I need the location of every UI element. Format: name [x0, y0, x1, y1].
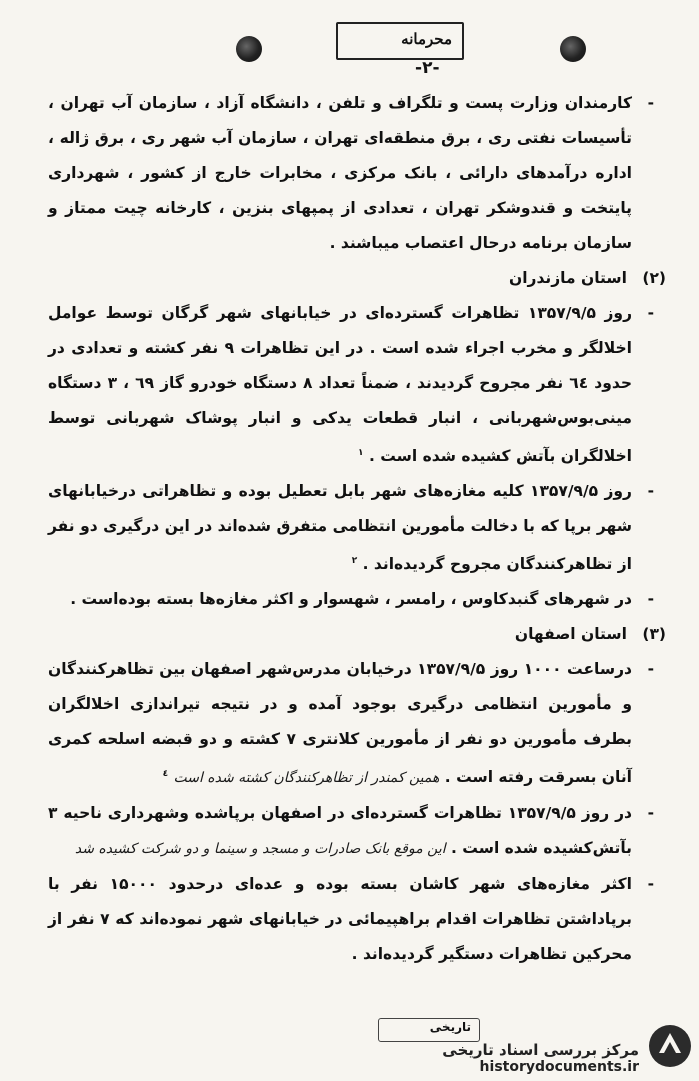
section-title: استان اصفهان [514, 625, 627, 644]
bullet-dash: - [647, 875, 654, 894]
list-item [48, 652, 654, 796]
footnote-marker: ١ [358, 448, 364, 458]
handwritten-annotation: این موقع بانک صادرات و مسجد و سینما و دو شرکت کشیده شد [74, 841, 446, 858]
list-item [48, 867, 654, 972]
item-text: روز ۱۳۵۷/۹/۵ کلیه مغازه‌های شهر بابل تعطیل بوده و تظاهراتی درخیابانهای شهر برپا که با دخالت مأمورین انتظامی متفرق شده‌اند در این درگیری دو نفر از تظاهرکنندگان مجروح گردیده‌اند . [48, 482, 632, 574]
section-title: استان مازندران [509, 269, 627, 287]
list-item [48, 474, 654, 582]
bullet-dash: - [647, 482, 654, 501]
item-text: کارمندان وزارت پست و تلگراف و تلفن ، دانشگاه آزاد ، سازمان آب تهران ، تأسیسات نفتی ری ، برق منطقه‌ای تهران ، سازمان آب شهر ری ، برق ژاله ، اداره درآمدهای دارائی ، بانک مرکزی ، مخابرات خارج از کشور ، شهرداری پایتخت و قندوشکر تهران ، تعدادی از پمپهای بنزین ، کارخانه چیت ممتاز و سازمان برنامه درحال اعتصاب میباشند . [48, 94, 632, 252]
item-text: اکثر مغازه‌های شهر کاشان بسته بوده و عده‌ای درحدود ۱۵۰۰۰ نفر با برپاداشتن تظاهرات اقدام براهپیمائی در خیابانهای شهر نموده‌اند که ۷ نفر از محرکین تظاهرات دستگیر گردیده‌اند . [48, 875, 632, 964]
punch-hole-icon [236, 36, 262, 62]
item-text: در روز ۱۳۵۷/۹/۵ تظاهرات گسترده‌ای در اصفهان برپاشده وشهرداری ناحیه ۳ بآتش‌کشیده شده است . [48, 804, 632, 858]
bullet-dash: - [647, 94, 654, 112]
list-item [48, 582, 654, 617]
archive-logo-icon [647, 1023, 693, 1069]
page-number: -٢- [415, 58, 440, 78]
item-text: در شهرهای گنبدکاوس ، رامسر ، شهسوار و اکثر مغازه‌ها بسته بوده‌است . [70, 590, 632, 609]
section-number: (٢) [642, 269, 666, 287]
watermark-url[interactable]: historydocuments.ir [479, 1059, 639, 1075]
list-item [48, 796, 654, 867]
punch-hole-icon [560, 36, 586, 62]
bullet-dash: - [647, 804, 654, 823]
footnote-marker: ٤ [162, 769, 169, 780]
footer-stamp [378, 1018, 480, 1042]
watermark-title: مرکز بررسی اسناد تاریخی [442, 1041, 639, 1059]
item-text: روز ۱۳۵۷/۹/۵ تظاهرات گسترده‌ای در خیابانهای شهر گرگان توسط عوامل اخلالگر و مخرب اجراء شده است . در این تظاهرات ۹ نفر کشته و تعدادی در حدود ٦٤ نفر مجروح گردیدند ، ضمناً تعداد ۸ دستگاه خودرو گاز ٦٩ ، ۳ دستگاه مینی‌بوس‌شهربانی ، انبار قطعات یدکی و انبار پوشاک شهربانی توسط اخلالگران بآتش کشیده شده است . [48, 304, 632, 466]
classification-stamp-text: محرمانه [401, 30, 452, 48]
footnote-marker: ٢ [351, 556, 358, 567]
section-heading [48, 261, 666, 296]
classification-stamp [336, 22, 464, 60]
item-text: درساعت ۱۰۰۰ روز ۱۳۵۷/۹/۵ درخیابان مدرس‌شهر اصفهان بین تظاهرکنندگان و مأمورین انتظامی درگیری بوجود آمده و در نتیجه تیراندازی اخلالگران بطرف مأمورین دو نفر از مأمورین کلانتری ۷ کشته و دو قبضه اسلحه کمری آنان بسرقت رفته است . [48, 660, 632, 787]
bullet-dash: - [647, 304, 654, 322]
bullet-dash: - [647, 660, 654, 679]
list-item [48, 296, 654, 474]
section-heading [48, 617, 666, 652]
list-item [48, 86, 654, 261]
watermark[interactable] [442, 1041, 639, 1075]
footer-stamp-text: تاریخی [429, 1020, 471, 1034]
document-body [48, 86, 666, 972]
handwritten-annotation: همین کمندر از تظاهرکنندگان کشته شده است [173, 770, 440, 787]
bullet-dash: - [647, 590, 654, 609]
section-number: (٣) [642, 625, 666, 644]
